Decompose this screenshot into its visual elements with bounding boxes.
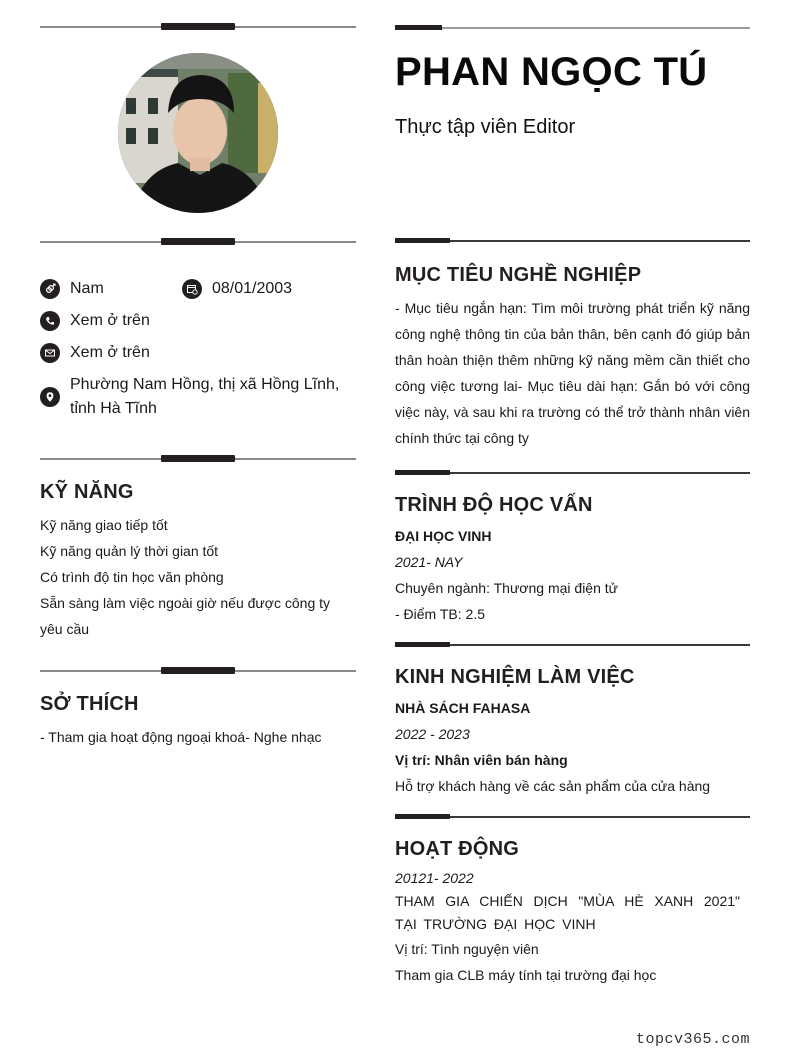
hobbies-text: - Tham gia hoạt động ngoại khoá- Nghe nhạc — [40, 729, 322, 745]
experience-period: 2022 - 2023 — [395, 726, 470, 742]
objective-title: MỤC TIÊU NGHỀ NGHIỆP — [395, 264, 642, 286]
objective-text: - Mục tiêu ngắn hạn: Tìm môi trường phát triển kỹ năng công nghệ thông tin của bản thân, bên cạnh đó giúp bản thân hoàn thiện thêm những kỹ năng mềm cần thiết cho công việc tương lai- Mục tiêu dài hạn: Gắn bó với công việc này, và sau khi ra trường có thể trở thành nhân viên chính thức tại công ty — [395, 300, 750, 446]
gender-value: Nam — [70, 280, 104, 297]
divider — [395, 470, 750, 476]
activity-period: 20121- 2022 — [395, 870, 474, 886]
email-icon — [40, 343, 60, 363]
phone-icon — [40, 311, 60, 331]
phone-value: Xem ở trên — [70, 312, 150, 329]
address-row — [40, 373, 340, 421]
calendar-icon — [182, 279, 202, 299]
school-name: ĐẠI HỌC VINH — [395, 528, 492, 544]
birthday-row — [182, 277, 292, 301]
education-title: TRÌNH ĐỘ HỌC VẤN — [395, 494, 593, 516]
activity-position: Vị trí: Tình nguyện viên — [395, 941, 539, 957]
activities-block — [395, 867, 740, 987]
job-title: Thực tập viên Editor — [395, 116, 576, 138]
education-major: Chuyên ngành: Thương mại điện tử — [395, 580, 619, 596]
education-gpa: - Điểm TB: 2.5 — [395, 606, 485, 622]
email-row — [40, 341, 150, 365]
skill-item: Có trình độ tin học văn phòng — [40, 569, 224, 585]
divider — [395, 238, 750, 244]
experience-title: KINH NGHIỆM LÀM VIỆC — [395, 666, 635, 688]
watermark: topcv365.com — [635, 1031, 750, 1048]
gender-row — [40, 277, 104, 301]
candidate-name: PHAN NGỌC TÚ — [395, 50, 708, 94]
hobbies-title: SỞ THÍCH — [40, 693, 139, 715]
education-period: 2021- NAY — [395, 554, 463, 570]
divider — [40, 238, 356, 246]
divider — [40, 455, 356, 463]
skill-item: Kỹ năng quản lý thời gian tốt — [40, 543, 219, 559]
skill-item: Kỹ năng giao tiếp tốt — [40, 517, 168, 533]
divider — [395, 642, 750, 648]
education-block — [395, 523, 750, 627]
experience-block — [395, 695, 750, 799]
skills-list — [40, 512, 356, 642]
experience-description: Hỗ trợ khách hàng về các sản phẩm của cửa hàng — [395, 778, 711, 794]
address-value: Phường Nam Hồng, thị xã Hồng Lĩnh, tỉnh Hà Tĩnh — [70, 376, 340, 417]
location-pin-icon — [40, 387, 60, 407]
company-name: NHÀ SÁCH FAHASA — [395, 700, 531, 716]
birthday-value: 08/01/2003 — [212, 280, 293, 297]
activity-description: Tham gia CLB máy tính tại trường đại học — [395, 967, 657, 983]
avatar — [118, 53, 278, 213]
activity-name: THAM GIA CHIẾN DỊCH "MÙA HÈ XANH 2021" TẠI TRƯỜNG ĐẠI HỌC VINH — [395, 893, 740, 932]
profile-photo — [118, 53, 278, 213]
gender-icon — [40, 279, 60, 299]
divider — [40, 23, 356, 31]
divider — [395, 25, 750, 31]
skill-item: Sẵn sàng làm việc ngoài giờ nếu được công ty yêu cầu — [40, 595, 331, 637]
divider — [395, 814, 750, 820]
skills-title: KỸ NĂNG — [40, 481, 134, 503]
experience-position: Vị trí: Nhân viên bán hàng — [395, 752, 568, 768]
divider — [40, 667, 356, 675]
activities-title: HOẠT ĐỘNG — [395, 838, 520, 860]
phone-row — [40, 309, 150, 333]
email-value: Xem ở trên — [70, 344, 150, 361]
